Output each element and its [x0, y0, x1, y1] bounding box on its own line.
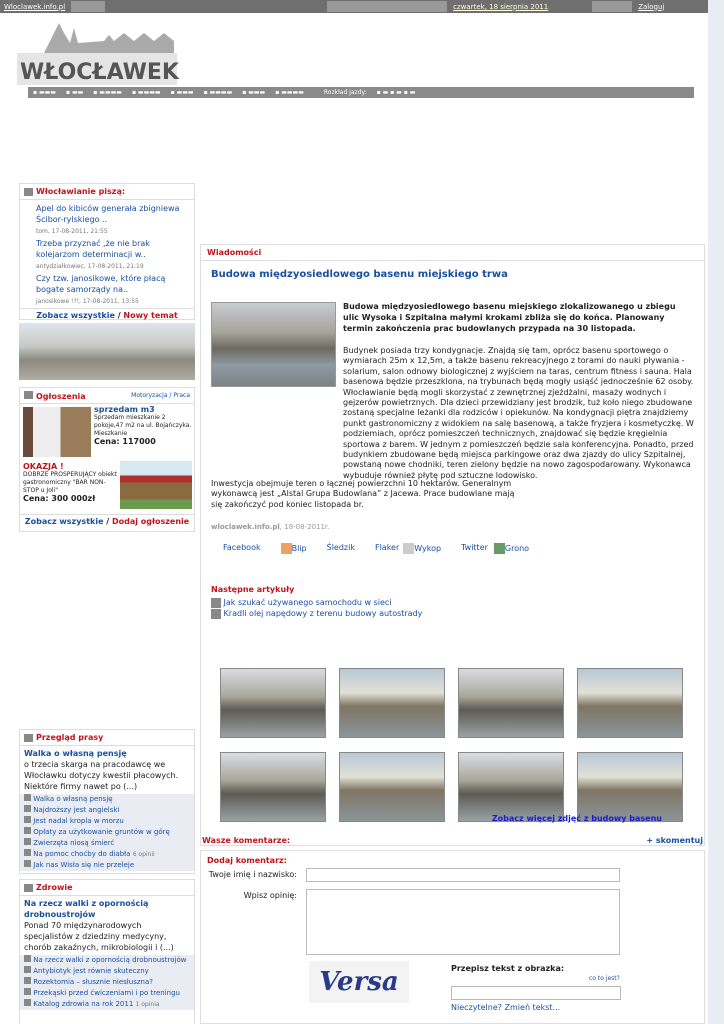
login-link[interactable]: Zaloguj — [638, 2, 665, 11]
list-item[interactable] — [24, 827, 194, 838]
article-paragraph: Budynek posiada trzy kondygnacje. Znajdą się tam, oprócz basenu sportowego o wymiarach 25m x 12,5m, a także basenu rekreacyjnego z torami do nauki pływania - solarium, salon odnowy biologicznej z wyjściem na taras, centrum fitness i sauna. Hala basenowa będzie przeszklona, na trybunach będą mogły usiąść jednocześnie 62 osoby. Włocławianie będą mogli skorzystać z zewnętrznej zjeżdżalni, masaży wodnych i gejzerów powietrznych. Dla dzieci przewidziany jest brodzik, tuż koło niego zbudowane zostaną specjalne leżanki dla rodziców i opiekunów. Na kondygnacji piętra znajdziemy punkt gastronomiczny z widokiem na salę basenową, a także fryzjera i kosmetyczkę. W podziemiach, oprócz pomieszczeń technicznych, znajdować się będzie kręgielnia sportowa z barem. W jednym z pomieszczeń będzie sala konferencyjna. Ponadto, przed budynkiem zbudowane będą miejsca parkingowe oraz dwa zjazdy do ulicy Szpitalnej, powstaną nowe chodniki, teren zielony będzie na nowo zagospodarowany. Wykonawca wybuduje również płytę pod sztuczne lodowisko. — [343, 346, 694, 480]
ad-photo[interactable] — [120, 461, 192, 509]
list-item[interactable] — [24, 999, 194, 1010]
topbar-link[interactable] — [71, 1, 105, 12]
article-date: , 18-08-2011r. — [279, 523, 330, 531]
pisza-header — [20, 184, 194, 200]
press-item-link[interactable]: Zwierzęta niosą śmierć — [33, 839, 115, 847]
ad-title[interactable]: sprzedam m3 — [94, 405, 155, 414]
ads-title: Ogłoszenia — [36, 391, 86, 401]
gallery-thumbnail[interactable] — [577, 668, 683, 738]
comment-form — [200, 850, 705, 1024]
list-item[interactable] — [24, 966, 194, 977]
health-item-count: 1 opinia — [135, 1001, 160, 1008]
menu-item[interactable]: ▪ ▬▬▬▬ — [131, 89, 161, 96]
captcha-help-link[interactable]: co to jest? — [589, 975, 620, 982]
gallery-thumbnail[interactable] — [458, 668, 564, 738]
article-column — [200, 244, 705, 846]
health-header — [20, 880, 194, 896]
press-item-link[interactable]: Jak nas Wisła się nie przeleje — [33, 861, 135, 869]
next-article-link[interactable]: Jak szukać używanego samochodu w sieci — [223, 598, 392, 607]
list-item[interactable] — [24, 805, 194, 816]
arrow-icon — [24, 884, 33, 892]
pisza-item-meta: tom, 17-08-2011, 21:55 — [36, 228, 108, 235]
menu-item[interactable]: ▪ ▬▬▬ — [242, 89, 266, 96]
health-title: Zdrowie — [36, 883, 73, 892]
press-item-link[interactable]: Na pomoc choćby do diabła — [33, 850, 131, 858]
share-facebook-link[interactable]: Facebook — [223, 543, 261, 552]
comments-header — [200, 830, 705, 850]
gallery-thumbnail[interactable] — [339, 752, 445, 822]
gallery-thumbnail[interactable] — [458, 752, 564, 822]
ad-price: Cena: 300 000zł — [23, 494, 96, 503]
press-box — [19, 729, 195, 874]
next-article-link[interactable]: Kradli olej napędowy z terenu budowy autostrady — [223, 609, 423, 618]
article-body — [200, 260, 705, 846]
menu-item[interactable]: ▪ ▬▬▬ — [33, 89, 56, 96]
pisza-title: Włocławianie piszą: — [36, 187, 126, 196]
form-title: Dodaj komentarz: — [207, 856, 287, 865]
ads-category-link[interactable]: Motoryzacja / Praca — [131, 392, 190, 399]
ads-header — [20, 388, 194, 404]
list-item[interactable] — [36, 203, 190, 238]
comments-title: Wasze komentarze: — [202, 835, 291, 845]
ad-item[interactable] — [20, 459, 194, 514]
gallery-thumbnail[interactable] — [339, 668, 445, 738]
article-title: Budowa międzyosiedlowego basenu miejskiego trwa — [211, 269, 508, 280]
rozklad-label: Rozkład jazdy: — [323, 89, 367, 96]
list-item[interactable] — [24, 816, 194, 827]
pisza-item-link[interactable]: Apel do kibiców generała zbigniewa Ścibor-rylskiego .. — [36, 204, 180, 224]
logo-text: WŁOCŁAWEK — [20, 60, 179, 85]
pisza-box: Włocławianie piszą: Apel do kibiców generała zbigniewa Ścibor-rylskiego .. tom, 17-08-2011, 21:55 Trzeba przyznać ,że nie brak kolejarzom determinacji w.. antydziałkowiec, 17-08-2011, 21:19 Czy tzw. janosikowe, które płacą bogate samorządy na.. janosikowe !?!, 17-08-2011, 13:55 Zobacz wszystkie / Nowy temat — [19, 183, 195, 320]
list-item[interactable] — [24, 860, 194, 871]
ad-title[interactable]: OKAZJA ! — [23, 462, 64, 471]
date-text: czwartek, 18 sierpnia 2011 — [453, 2, 549, 11]
menu-item[interactable]: ▪ ▬▬▬▬ — [93, 89, 122, 96]
pisza-all-link[interactable]: Zobacz wszystkie — [36, 311, 115, 320]
ad-item[interactable] — [20, 404, 194, 459]
page-edge — [708, 0, 724, 1024]
arrow-icon — [24, 391, 33, 399]
list-item[interactable] — [24, 955, 194, 966]
gallery-thumbnail[interactable] — [220, 752, 326, 822]
ads-box: Ogłoszenia Motoryzacja / Praca sprzedam m3 Sprzedam mieszkanie 2 pokoje,47 m2 na ul. Bojańczyka. Mieszkanie Cena: 117000 OKAZJA ! DOBRZE PROSPERUJĄCY obiekt gastronomiczny "BAR NON-STOP u Joli" Cena: 300 000zł Zobacz wszystkie / Dodaj ogłoszenie — [19, 387, 195, 532]
captcha-input[interactable] — [451, 986, 621, 1000]
press-item-link[interactable]: Opłaty za użytkowanie gruntów w górę — [33, 828, 170, 836]
share-flaker-link[interactable]: Flaker — [374, 543, 400, 552]
pisza-item-link[interactable]: Czy tzw. janosikowe, które płacą bogate samorządy na.. — [36, 274, 166, 294]
list-item[interactable] — [24, 838, 194, 849]
add-ad-link[interactable]: Dodaj ogłoszenie — [112, 517, 190, 526]
menu-item[interactable]: ▪ ▬▬▬▬ — [275, 89, 304, 96]
health-item-link[interactable]: Przekąski przed ćwiczeniami i po treningu — [33, 989, 180, 997]
topbar-search[interactable] — [327, 1, 447, 12]
health-item-link[interactable]: Na rzecz walki z opornością drobnoustrojów — [33, 956, 187, 964]
section-title: Wiadomości — [200, 244, 705, 260]
register-link[interactable] — [592, 1, 632, 12]
press-item-link[interactable]: Najdroższy jest angielski — [33, 806, 120, 814]
share-wykop-link[interactable]: Wykop — [403, 543, 441, 554]
press-title: Przegląd prasy — [36, 733, 104, 742]
menu-item[interactable]: ▪ ▬ ▪ ▬ ▪ ▬ — [376, 89, 416, 96]
new-topic-link[interactable]: Nowy temat — [123, 311, 178, 320]
gallery-more-link[interactable]: Zobacz więcej zdjęć z budowy basenu — [491, 814, 662, 823]
list-item[interactable] — [211, 608, 422, 619]
press-lead-text: o trzecia skarga na pracodawcę we Włocławku dotyczy kwestii płacowych. Niektóre firmy nawet po (...) — [24, 760, 179, 791]
ad-desc: DOBRZE PROSPERUJĄCY obiekt gastronomiczny "BAR NON-STOP u Joli" — [23, 471, 117, 494]
health-lead-text: Ponad 70 międzynarodowych specjalistów z dziedziny medycyny, chorób zakaźnych, mikrobiologii i (...) — [24, 921, 174, 952]
captcha-image: Versa — [309, 961, 409, 1003]
ad-photo[interactable] — [23, 407, 91, 457]
share-grono-link[interactable]: Grono — [494, 543, 529, 554]
list-item[interactable] — [24, 977, 194, 988]
pisza-item-meta: antydziałkowiec, 17-08-2011, 21:19 — [36, 263, 144, 270]
press-header — [20, 730, 194, 746]
opinion-textarea[interactable] — [306, 889, 620, 955]
add-comment-link[interactable]: + skomentuj — [646, 835, 703, 845]
source-name: wloclawek.info.pl — [211, 523, 280, 531]
menu-item[interactable]: ▪ ▬▬▬ — [170, 89, 194, 96]
ad-price: Cena: 117000 — [94, 437, 156, 446]
list-item[interactable] — [211, 597, 422, 608]
gallery-thumbnail[interactable] — [220, 668, 326, 738]
ads-all-link[interactable]: Zobacz wszystkie — [24, 517, 104, 526]
main-menu — [28, 87, 694, 98]
health-item-link[interactable]: Antybiotyk jest równie skuteczny — [33, 967, 149, 975]
share-twitter-link[interactable]: Twitter — [461, 543, 488, 552]
blip-icon — [281, 543, 292, 554]
wykop-icon — [403, 543, 414, 554]
pisza-item-link[interactable]: Trzeba przyznać ,że nie brak kolejarzom determinacji w.. — [36, 239, 150, 259]
health-box — [19, 879, 195, 1024]
article-paragraph-2: Inwestycja obejmuje teren o łącznej powierzchni 10 hektarów. Generalnym wykonawcą jest „Alstal Grupa Budowlana” z Jacewa. Prace budowlane mają się zakończyć pod koniec listopada br. — [211, 479, 515, 509]
health-lead-title[interactable]: Na rzecz walki z opornością drobnoustrojów — [24, 899, 149, 919]
menu-item[interactable]: ▪ ▬▬ — [65, 89, 84, 96]
menu-item[interactable]: ▪ ▬▬▬▬ — [203, 89, 233, 96]
site-logo[interactable] — [14, 13, 181, 89]
captcha-refresh-link[interactable]: Nieczytelne? Zmień tekst... — [451, 1003, 561, 1012]
arrow-icon — [24, 734, 33, 742]
next-articles-title: Następne artykuły — [211, 585, 295, 594]
pisza-item-meta: janosikowe !?!, 17-08-2011, 13:55 — [36, 298, 139, 305]
name-input[interactable] — [306, 868, 620, 882]
health-item-link[interactable]: Katalog zdrowia na rok 2011 — [33, 1000, 134, 1008]
top-bar — [0, 0, 724, 13]
press-item-count: 6 opinii — [132, 851, 155, 858]
list-item[interactable] — [24, 794, 194, 805]
press-lead-title[interactable]: Walka o własną pensję — [24, 749, 127, 758]
arrow-icon — [24, 188, 33, 196]
list-item[interactable] — [24, 988, 194, 999]
list-item[interactable] — [24, 849, 194, 860]
gallery-thumbnail[interactable] — [577, 752, 683, 822]
article-lead: Budowa międzyosiedlowego basenu miejskiego zlokalizowanego u zbiegu ulic Wysoka i Szpitalna małymi krokami zbliża się do końca. Planowany termin zakończenia prac budowlanych przypada na 30 listopada. — [343, 302, 676, 333]
name-label: Twoje imię i nazwisko: — [208, 870, 297, 879]
press-item-link[interactable]: Walka o własną pensję — [33, 795, 113, 803]
site-link[interactable]: Wloclawek.info.pl — [4, 2, 66, 11]
grono-icon — [494, 543, 505, 554]
captcha-label: Przepisz tekst z obrazka: — [451, 964, 565, 973]
ad-desc: Sprzedam mieszkanie 2 pokoje,47 m2 na ul. Bojańczyka. Mieszkanie — [94, 414, 192, 437]
share-bar — [223, 543, 529, 554]
share-sledzik-link[interactable]: Śledzik — [326, 543, 355, 552]
health-item-link[interactable]: Rozektomia – słusznie niesłuszna? — [33, 978, 153, 986]
opinion-label: Wpisz opinię: — [243, 891, 297, 900]
article-source — [211, 523, 329, 531]
photo-gallery — [220, 668, 683, 822]
share-blip-link[interactable]: Blip — [281, 543, 307, 554]
press-item-link[interactable]: Jest nadal kropla w morzu — [33, 817, 124, 825]
list-item[interactable] — [36, 238, 190, 273]
banner-image[interactable] — [19, 323, 195, 380]
list-item[interactable] — [36, 273, 190, 308]
